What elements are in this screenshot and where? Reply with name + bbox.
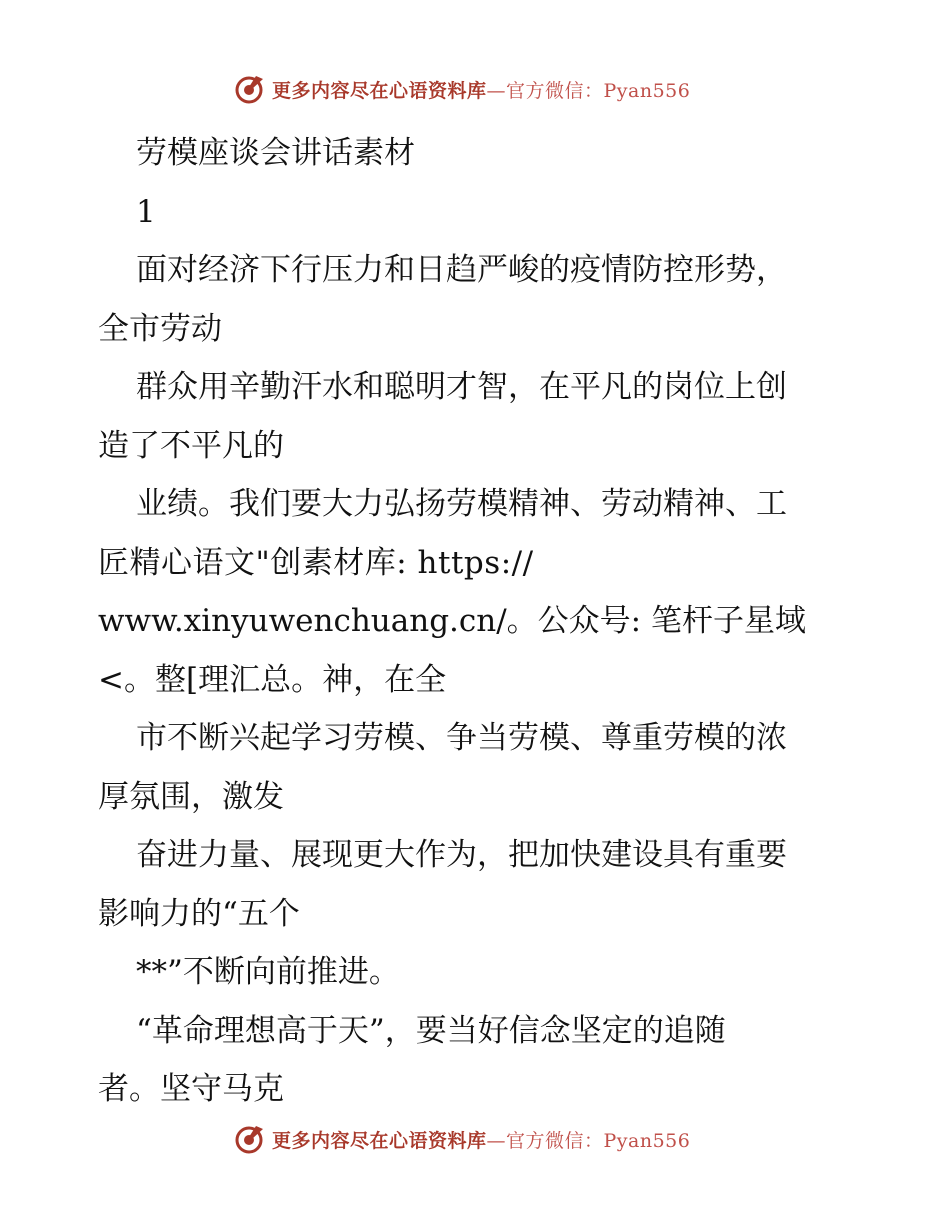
section-number: 1 (136, 193, 156, 230)
text-line: 影响力的“五个 (98, 895, 300, 932)
text-line: 者。坚守马克 (98, 1071, 284, 1107)
brush-logo-icon (234, 73, 266, 105)
text-line: “革命理想高于天”，要当好信念坚定的追随 (136, 1012, 726, 1049)
text-line: 造了不平凡的 (98, 427, 284, 464)
text-line: 业绩。我们要大力弘扬劳模精神、劳动精神、工 (136, 486, 787, 522)
text-line: <。整[理汇总。神，在全 (98, 661, 447, 698)
document-body (98, 124, 858, 1119)
footer-banner-suffix: —官方微信：Pyan556 (486, 1129, 691, 1152)
footer-banner-text (272, 1126, 690, 1153)
text-line: 奋进力量、展现更大作为，把加快建设具有重要 (136, 837, 787, 873)
text-line: 全市劳动 (98, 310, 222, 347)
brush-logo-icon (234, 1123, 266, 1155)
header-banner (234, 72, 690, 106)
text-line: 面对经济下行压力和日趋严峻的疫情防控形势， (136, 252, 787, 288)
text-line: 厚氛围，激发 (98, 778, 284, 815)
footer-banner (234, 1122, 690, 1156)
header-banner-suffix: —官方微信：Pyan556 (486, 79, 691, 102)
header-banner-text (272, 76, 690, 103)
text-line: **”不断向前推进。 (136, 954, 400, 990)
header-banner-main: 更多内容尽在心语资料库 (272, 79, 487, 102)
text-line: www.xinyuwenchuang.cn/。公众号: 笔杆子星域 (98, 603, 806, 639)
text-line: 群众用辛勤汗水和聪明才智，在平凡的岗位上创 (136, 369, 787, 405)
text-line: 匠精心语文"创素材库: https:// (98, 544, 534, 581)
text-line: 市不断兴起学习劳模、争当劳模、尊重劳模的浓 (136, 720, 787, 756)
document-title: 劳模座谈会讲话素材 (136, 135, 415, 171)
footer-banner-main: 更多内容尽在心语资料库 (272, 1129, 487, 1152)
